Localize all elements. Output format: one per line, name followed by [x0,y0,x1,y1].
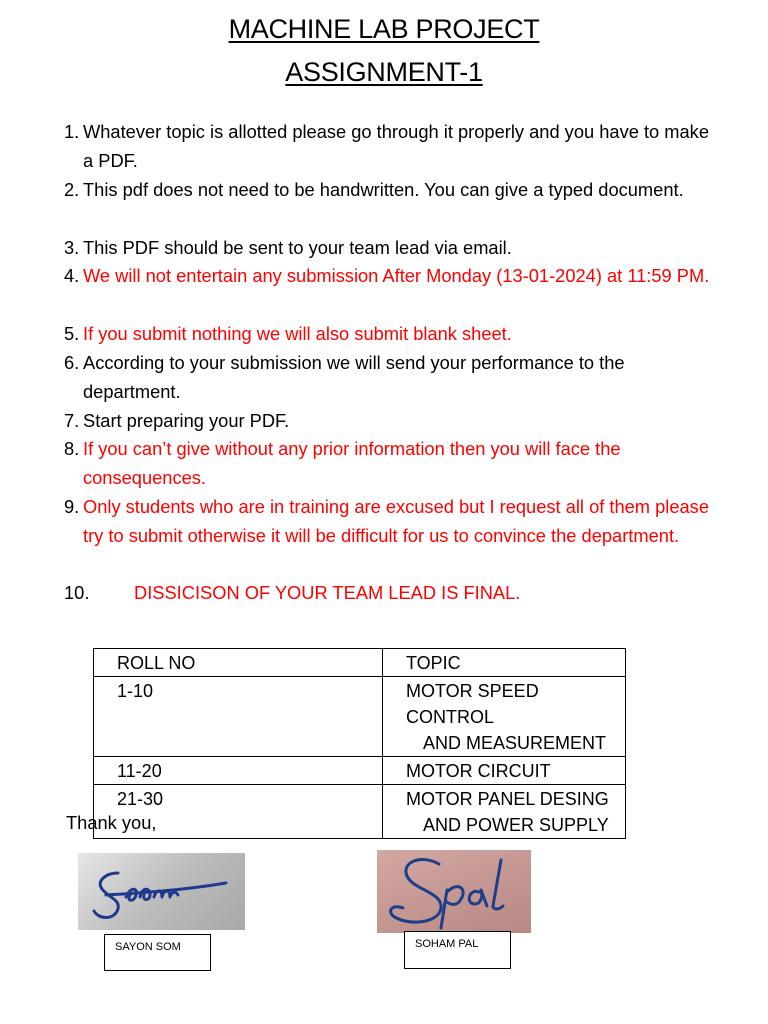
signature-image-soham [377,850,531,933]
assignment-subtitle: ASSIGNMENT-1 [285,57,483,87]
topic-line: AND POWER SUPPLY [423,815,609,835]
item-text: If you can’t give without any prior information then you will face the consequences. [83,438,621,488]
item-number: 9. [64,496,80,517]
item-number: 2. [64,179,80,200]
column-header-topic: TOPIC [383,649,626,677]
instruction-item-final [64,579,724,608]
instruction-item-deadline [64,262,724,291]
item-text: This pdf does not need to be handwritten. You can give a typed document. [83,179,684,200]
item-text: This PDF should be sent to your team lead via email. [83,237,512,258]
instruction-item [64,118,724,175]
closing-text: Thank you, [66,812,157,833]
table-header-row [94,649,626,677]
item-number: 8. [64,438,80,459]
signatory-name-box: SOHAM PAL [404,931,511,969]
instruction-item [64,407,724,436]
signature-drawing [377,850,531,933]
table-row [94,757,626,785]
topic-cell [383,677,626,757]
roll-cell: 1-10 [94,677,383,757]
item-text: Start preparing your PDF. [83,410,290,431]
roll-cell: 11-20 [94,757,383,785]
item-text: We will not entertain any submission After Monday (13-01-2024) at 11:59 PM. [83,265,710,286]
instruction-item [64,493,724,550]
item-text: Only students who are in training are excused but I request all of them please try to submit otherwise it will be difficult for us to convince the department. [83,496,709,546]
item-number: 4. [64,265,80,286]
topic-line: MOTOR CIRCUIT [406,761,551,781]
topic-cell [383,785,626,839]
topic-allocation-table [93,648,626,839]
instruction-item [64,435,724,492]
topic-cell [383,757,626,785]
item-text: DISSICISON OF YOUR TEAM LEAD IS FINAL. [134,582,521,603]
item-text: Whatever topic is allotted please go through it properly and you have to make a PDF. [83,121,709,171]
roll-cell: 21-30 [94,785,383,839]
item-text: According to your submission we will send your performance to the department. [83,352,625,402]
item-number: 1. [64,121,80,142]
signature-drawing [78,853,245,930]
signatory-name-box: SAYON SOM [104,934,211,971]
instruction-item [64,176,724,205]
instruction-item [64,349,724,406]
instruction-item [64,234,724,263]
signature-image-sayon [78,853,245,930]
item-number: 6. [64,352,80,373]
item-number: 7. [64,410,80,431]
topic-line: MOTOR PANEL DESING [406,789,609,809]
topic-line: AND MEASUREMENT [423,733,607,753]
instruction-item [64,320,724,349]
item-number: 5. [64,323,80,344]
topic-line: MOTOR SPEED CONTROL [406,681,539,727]
item-number: 3. [64,237,80,258]
item-number: 10. [64,582,90,603]
table-row [94,677,626,757]
table-row [94,785,626,839]
document-title: MACHINE LAB PROJECT [228,14,540,44]
column-header-roll: ROLL NO [94,649,383,677]
item-text: If you submit nothing we will also submit blank sheet. [83,323,512,344]
